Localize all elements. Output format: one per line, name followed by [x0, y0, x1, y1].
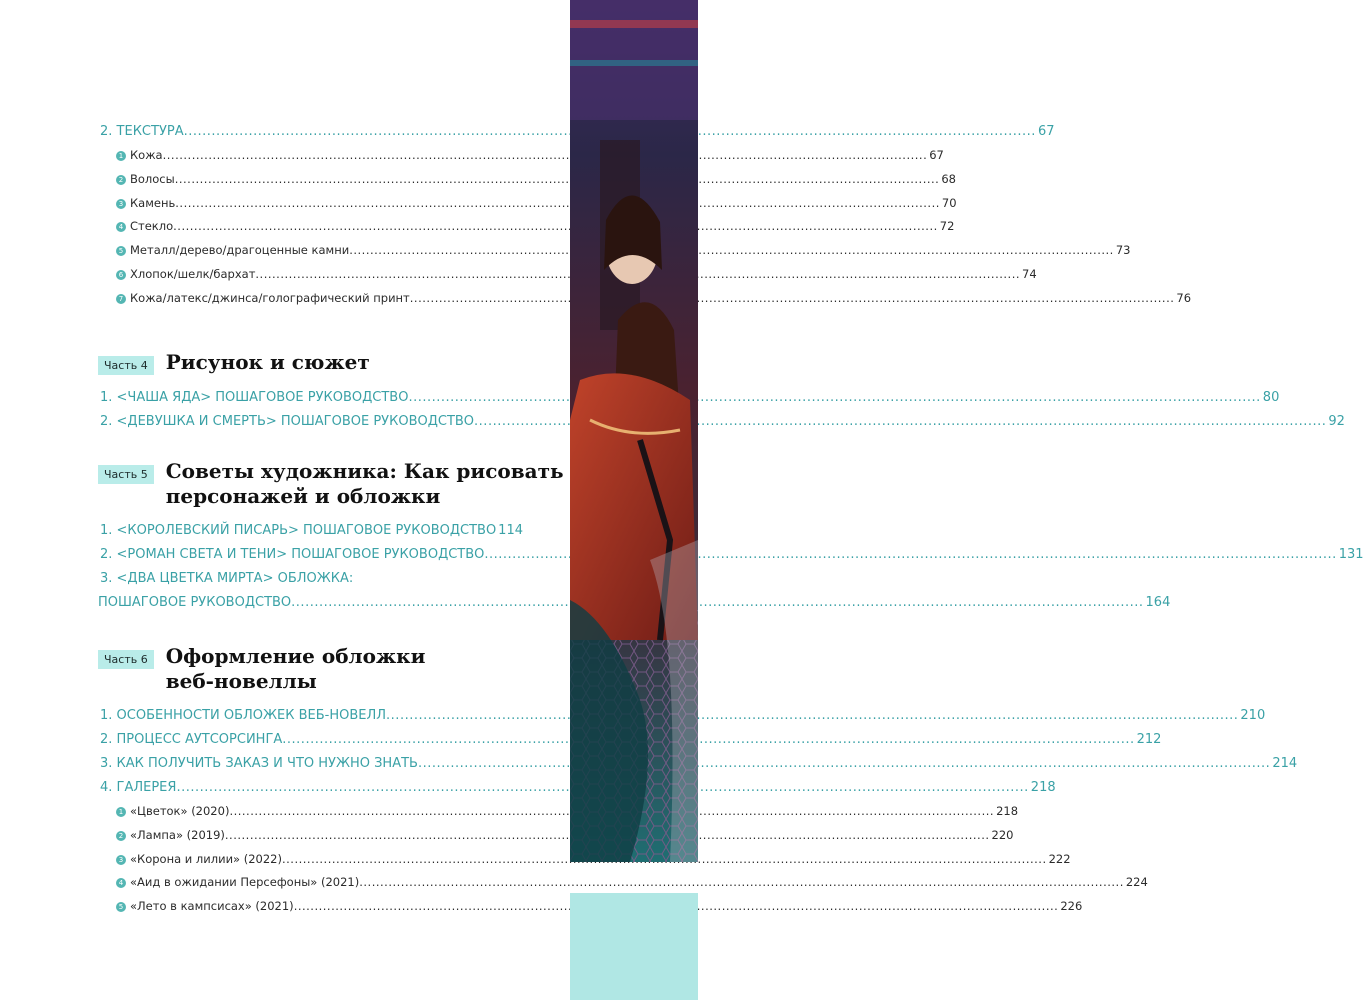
entry-title: «Лампа» (2019): [130, 827, 225, 842]
part-badge: Часть 5: [98, 465, 154, 484]
dot-leader: [359, 871, 1124, 895]
entry-title: Кожа: [130, 148, 163, 162]
toc-entry[interactable]: [98, 519, 523, 543]
entry-title: Стекло: [130, 219, 174, 234]
page-number: 222: [1048, 851, 1071, 866]
number-circle-icon: 2: [116, 831, 126, 841]
page-number: 67: [929, 148, 944, 162]
toc-subentry[interactable]: [98, 871, 1148, 895]
dot-leader: [175, 192, 940, 216]
part-6-header: [98, 644, 425, 694]
entry-title: 1. <ЧАША ЯДА> ПОШАГОВОЕ РУКОВОДСТВО: [100, 390, 409, 405]
entry-title: 1. ОСОБЕННОСТИ ОБЛОЖЕК ВЕБ-НОВЕЛЛ: [100, 708, 387, 723]
part-4-header: [98, 350, 370, 375]
page-number: 220: [991, 827, 1014, 842]
dot-leader: [386, 704, 1238, 728]
entry-title: 1. <КОРОЛЕВСКИЙ ПИСАРЬ> ПОШАГОВОЕ РУКОВОДСТВО: [100, 523, 497, 538]
toc-subentry[interactable]: [98, 215, 955, 239]
part-title-line: Советы художника: Как рисовать: [165, 459, 564, 483]
toc-subentry[interactable]: [98, 239, 1131, 263]
entry-title: Металл/дерево/драгоценные камни: [130, 243, 350, 258]
dot-leader: [349, 239, 1114, 263]
entry-title: Волосы: [130, 171, 175, 186]
toc-entry-continued[interactable]: [98, 591, 1171, 615]
number-circle-icon: 2: [116, 175, 126, 185]
dot-leader: [410, 287, 1175, 311]
page-number: 218: [996, 804, 1019, 818]
page-number: 114: [498, 523, 523, 538]
number-circle-icon: 4: [116, 222, 126, 232]
page-number: 74: [1022, 266, 1037, 281]
page-number: 92: [1328, 414, 1345, 429]
toc-subentry[interactable]: [98, 168, 956, 192]
entry-title: 3. КАК ПОЛУЧИТЬ ЗАКАЗ И ЧТО НУЖНО ЗНАТЬ: [100, 756, 418, 771]
side-color-bar: [570, 893, 698, 1000]
dot-leader: [175, 168, 940, 192]
entry-title: «Корона и лилии» (2022): [130, 851, 282, 866]
entry-title: «Лето в кампсисах» (2021): [130, 899, 294, 914]
part-4-list: [98, 386, 1345, 434]
entry-title: «Аид в ожидании Персефоны» (2021): [130, 875, 360, 890]
part-title-line: Оформление обложки: [165, 644, 426, 668]
entry-title: 3. <ДВА ЦВЕТКА МИРТА> ОБЛОЖКА:: [100, 571, 354, 586]
page-number: 218: [1030, 780, 1056, 795]
toc-entry[interactable]: [98, 728, 1162, 752]
toc-subentry[interactable]: [98, 800, 1019, 824]
side-illustration: [570, 0, 698, 862]
toc-entry[interactable]: [98, 386, 1280, 410]
part-5-header: [98, 459, 564, 509]
toc-entry[interactable]: [98, 776, 1056, 800]
entry-title: 2. ТЕКСТУРА: [100, 124, 184, 139]
toc-entry[interactable]: [98, 543, 1364, 567]
entry-title: ПОШАГОВОЕ РУКОВОДСТВО: [98, 595, 292, 610]
dot-leader: [418, 752, 1270, 776]
entry-title: Кожа/латекс/джинса/голографический принт: [130, 290, 410, 305]
number-circle-icon: 6: [116, 270, 126, 280]
page-number: 73: [1115, 243, 1131, 258]
toc-subentry[interactable]: [98, 824, 1014, 848]
number-circle-icon: 5: [116, 246, 126, 256]
entry-title: 2. <РОМАН СВЕТА И ТЕНИ> ПОШАГОВОЕ РУКОВОДСТВО: [100, 547, 485, 562]
part-title: [166, 459, 564, 509]
dot-leader: [282, 728, 1134, 752]
dot-leader: [163, 144, 928, 168]
part-title-line: персонажей и обложки: [165, 484, 441, 508]
page-number: 76: [1176, 290, 1192, 305]
toc-subentry[interactable]: [98, 192, 957, 216]
number-circle-icon: 7: [116, 294, 126, 304]
entry-title: «Цветок» (2020): [130, 804, 230, 818]
part-6-list: [98, 704, 1298, 919]
page-number: 224: [1125, 875, 1148, 890]
part-badge: Часть 4: [98, 356, 154, 375]
number-circle-icon: 5: [116, 902, 126, 912]
part-5-list: [98, 519, 1364, 615]
page-number: 212: [1136, 732, 1162, 747]
page-number: 164: [1145, 595, 1171, 610]
part-title: [166, 644, 426, 694]
toc-entry-texture[interactable]: [98, 120, 1055, 144]
entry-title: Хлопок/шелк/бархат: [130, 266, 256, 281]
number-circle-icon: 3: [116, 855, 126, 865]
page-number: 210: [1240, 708, 1266, 723]
entry-title: 4. ГАЛЕРЕЯ: [100, 780, 177, 795]
toc-entry[interactable]: [98, 567, 520, 591]
toc-subentry[interactable]: [98, 895, 1083, 919]
number-circle-icon: 1: [116, 151, 126, 161]
entry-title: Камень: [130, 195, 176, 210]
page-number: 68: [941, 171, 956, 186]
section-2-list: [98, 120, 1192, 311]
dot-leader: [173, 215, 938, 239]
page-number: 226: [1060, 899, 1083, 914]
number-circle-icon: 1: [116, 807, 126, 817]
number-circle-icon: 4: [116, 878, 126, 888]
toc-entry[interactable]: [98, 752, 1298, 776]
part-title: Рисунок и сюжет: [165, 350, 370, 374]
page-number: 80: [1262, 390, 1280, 405]
dot-leader: [291, 591, 1143, 615]
page-number: 214: [1272, 756, 1298, 771]
page-number: 131: [1338, 547, 1364, 562]
page-number: 67: [1037, 124, 1055, 139]
dot-leader: [408, 386, 1260, 410]
page-number: 72: [939, 219, 955, 234]
page-number: 70: [941, 195, 957, 210]
toc-subentry[interactable]: [98, 287, 1192, 311]
toc-entry[interactable]: [98, 410, 1345, 434]
entry-title: 2. ПРОЦЕСС АУТСОРСИНГА: [100, 732, 283, 747]
entry-title: 2. <ДЕВУШКА И СМЕРТЬ> ПОШАГОВОЕ РУКОВОДСТВО: [100, 414, 475, 429]
toc-subentry[interactable]: [98, 848, 1071, 872]
toc-subentry[interactable]: [98, 263, 1037, 287]
number-circle-icon: 3: [116, 199, 126, 209]
part-badge: Часть 6: [98, 650, 154, 669]
part-title-line: веб-новеллы: [165, 669, 317, 693]
toc-entry[interactable]: [98, 704, 1266, 728]
toc-subentry[interactable]: [98, 144, 944, 168]
